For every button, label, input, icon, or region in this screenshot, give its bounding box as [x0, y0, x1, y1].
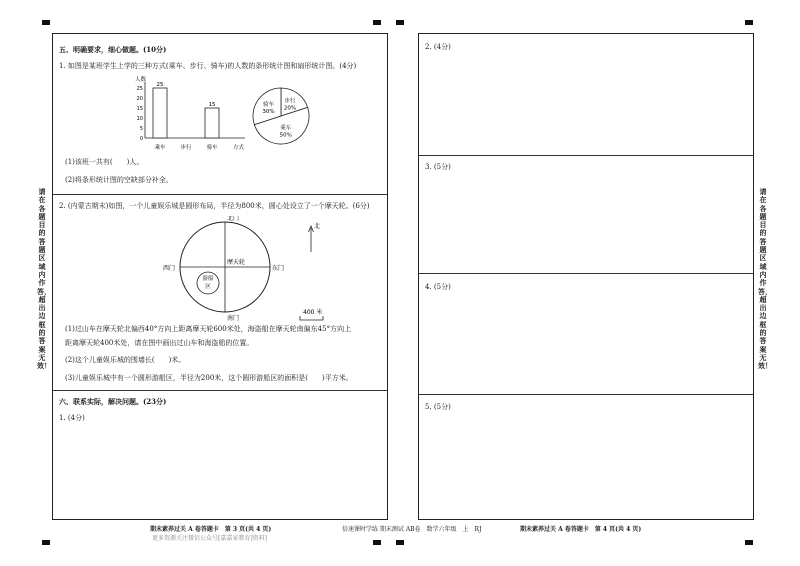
registration-mark [396, 20, 404, 25]
scale-label: 400 米 [303, 309, 323, 316]
question-2-text: 2. (内蒙古期末)如图，一个儿童娱乐城是圆形布局，半径为800米，圆心处设立了一个摩天轮。(6分) [59, 202, 370, 210]
registration-mark [745, 540, 753, 545]
registration-mark [42, 540, 50, 545]
bar [205, 108, 219, 138]
pie-chart [249, 84, 313, 148]
answer-sheet-page-3 [52, 33, 388, 520]
section-5-heading: 五、明确要求，细心做题。(10分) [59, 45, 167, 54]
pie-value-label: 20% [283, 105, 297, 112]
north-gate-label: 北门 [227, 216, 240, 222]
question-4-label: 4. (5分) [425, 283, 451, 291]
north-label: 北 [314, 223, 321, 230]
bar [153, 88, 167, 138]
question-1-text: 1. 如图是某班学生上学的三种方式(乘车、步行、骑车)的人数的条形统计图和扇形统计图。(4分) [59, 62, 357, 70]
watermark: 更多资源关注微信公众号[嘉嘉家教育]资料] [152, 535, 268, 542]
footer-series: 倍速课时学练 期末测试 AB卷 数学六年级 上 RJ [342, 526, 482, 533]
pie-label: 骑车 [263, 101, 275, 108]
y-tick-label: 0 [139, 136, 143, 142]
y-tick-label: 20 [136, 96, 143, 102]
section-6-heading: 六、联系实际，解决问题。(23分) [59, 397, 167, 406]
answer-sheet-page-4 [418, 33, 754, 520]
y-tick-label: 10 [136, 116, 143, 122]
ferris-wheel-label: 摩天轮 [227, 259, 246, 266]
answer-box-q2[interactable] [419, 34, 753, 156]
answer-box-q5[interactable] [419, 395, 753, 519]
boat-area-label-2: 区 [205, 284, 211, 290]
registration-mark [373, 20, 381, 25]
answer-area[interactable] [53, 426, 387, 519]
question-1-sub-2: (2)将条形统计图的空缺部分补全。 [65, 176, 173, 184]
section-6-question-1: 1. (4分) [59, 414, 85, 422]
pie-label: 乘车 [280, 125, 292, 132]
x-tick-label: 步行 [180, 145, 192, 151]
footer-page-4: 期末素养过关 A 卷答题卡 第 4 页(共 4 页) [520, 526, 642, 533]
y-tick-label: 5 [139, 126, 143, 132]
y-tick-label: 25 [136, 86, 143, 92]
side-note-right: 请在各题目的答题区域内作答，超出边框的答案无效！ [758, 187, 772, 371]
x-tick-label: 乘车 [154, 145, 166, 151]
question-2-sub-2: (2)这个儿童娱乐城的围墙长( )米。 [65, 356, 186, 364]
bar-chart [133, 76, 253, 156]
south-gate-label: 南门 [227, 315, 240, 322]
answer-box-q3[interactable] [419, 156, 753, 274]
registration-mark [42, 20, 50, 25]
bar-value-label: 25 [156, 82, 164, 88]
registration-mark [745, 20, 753, 25]
question-2-sub-1-cont: 距离摩天轮400米处，请在图中画出过山车和海盗船的位置。 [65, 339, 254, 347]
question-3-label: 3. (5分) [425, 163, 451, 171]
y-axis-label: 人数 [135, 77, 147, 83]
bar-value-label: 15 [208, 102, 216, 108]
pie-label: 步行 [284, 98, 296, 105]
question-5-label: 5. (5分) [425, 403, 451, 411]
question-2-label: 2. (4分) [425, 43, 451, 51]
west-gate-label: 西门 [163, 265, 176, 272]
answer-box-q4[interactable] [419, 274, 753, 395]
footer-page-3: 期末素养过关 A 卷答题卡 第 3 页(共 4 页) [150, 526, 272, 533]
y-tick-label: 15 [136, 106, 143, 112]
question-2-sub-1: (1)过山车在摩天轮北偏西40°方向上距离摩天轮600米处，海盗船在摩天轮南偏东45°方向上 [65, 325, 352, 333]
park-map [163, 216, 363, 326]
x-axis-label: 方式 [233, 145, 245, 151]
divider [53, 390, 387, 391]
scale-bar [300, 316, 323, 320]
side-note-left: 请在各题目的答题区域内作答，超出边框的答案无效！ [37, 187, 51, 371]
boat-area-label: 游船 [202, 276, 214, 282]
pie-value-label: 30% [262, 108, 275, 115]
pie-value-label: 50% [279, 132, 292, 139]
divider [53, 194, 387, 195]
registration-mark [396, 540, 404, 545]
registration-mark [373, 540, 381, 545]
question-1-sub-1: (1)该班一共有( )人。 [65, 158, 144, 166]
x-tick-label: 骑车 [206, 145, 218, 151]
question-2-sub-3: (3)儿童娱乐城中有一个圆形游船区，半径为200米，这个圆形游船区的面积是( )平方米。 [65, 374, 353, 382]
east-gate-label: 东门 [272, 265, 285, 272]
